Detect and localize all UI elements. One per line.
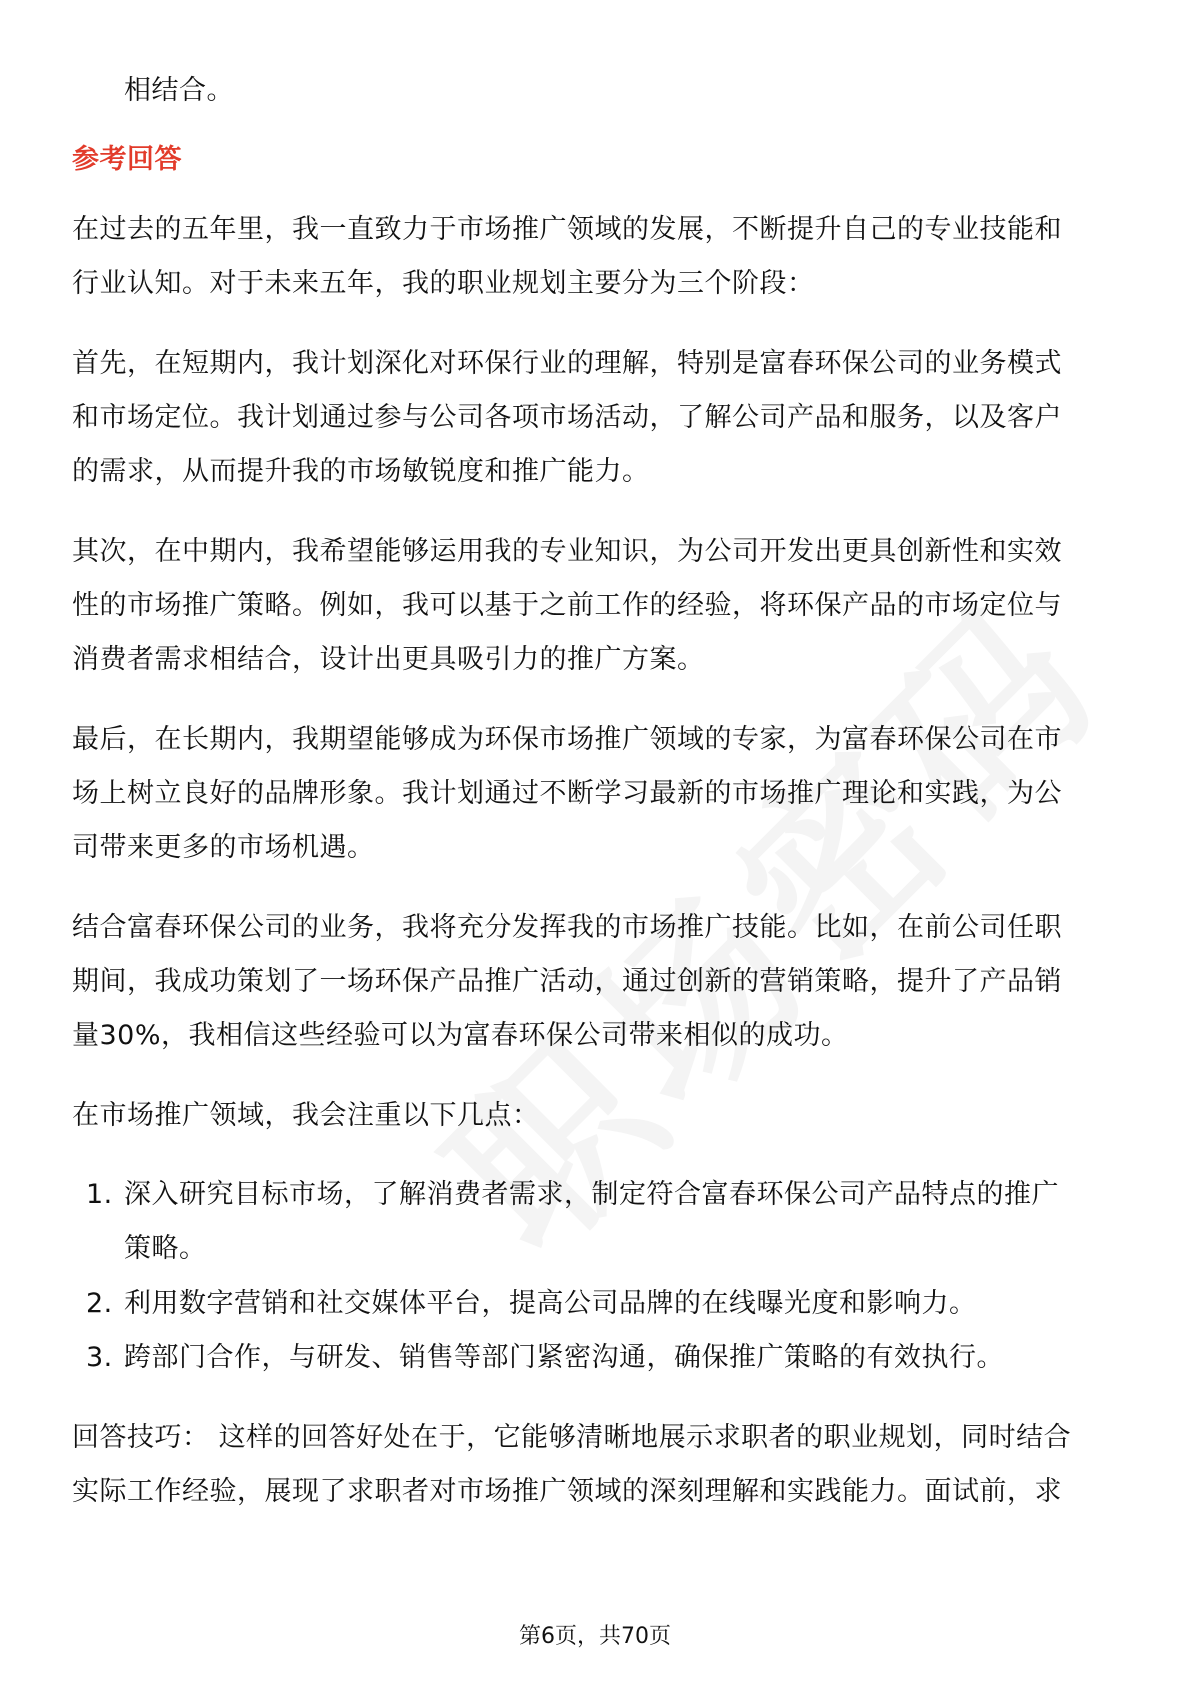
paragraph-line: 司带来更多的市场机遇。 (72, 832, 375, 863)
list-number: 1. (86, 1179, 113, 1210)
paragraph-line: 场上树立良好的品牌形象。我计划通过不断学习最新的市场推广理论和实践，为公 (72, 778, 1062, 809)
page-number: 第6页，共70页 (519, 1624, 671, 1649)
section-heading: 参考回答 (72, 144, 182, 175)
list-number: 3. (86, 1342, 113, 1373)
paragraph-line: 和市场定位。我计划通过参与公司各项市场活动，了解公司产品和服务，以及客户 (72, 402, 1062, 433)
paragraph-line: 最后，在长期内，我期望能够成为环保市场推广领域的专家，为富春环保公司在市 (72, 724, 1062, 755)
list-item-text: 跨部门合作，与研发、销售等部门紧密沟通，确保推广策略的有效执行。 (124, 1342, 1004, 1373)
continuation-line: 相结合。 (124, 75, 234, 106)
tips-line: 实际工作经验，展现了求职者对市场推广领域的深刻理解和实践能力。面试前，求 (72, 1476, 1062, 1507)
paragraph-line: 在过去的五年里，我一直致力于市场推广领域的发展，不断提升自己的专业技能和 (72, 214, 1062, 245)
paragraph-line: 的需求，从而提升我的市场敏锐度和推广能力。 (72, 456, 650, 487)
paragraph-line: 首先，在短期内，我计划深化对环保行业的理解，特别是富春环保公司的业务模式 (72, 348, 1062, 379)
paragraph-line: 消费者需求相结合，设计出更具吸引力的推广方案。 (72, 644, 705, 675)
list-number: 2. (86, 1288, 113, 1319)
list-item-text: 深入研究目标市场，了解消费者需求，制定符合富春环保公司产品特点的推广 (124, 1179, 1059, 1210)
paragraph-line: 性的市场推广策略。例如，我可以基于之前工作的经验，将环保产品的市场定位与 (72, 590, 1062, 621)
paragraph-line: 其次，在中期内，我希望能够运用我的专业知识，为公司开发出更具创新性和实效 (72, 536, 1062, 567)
list-item-text: 利用数字营销和社交媒体平台，提高公司品牌的在线曝光度和影响力。 (124, 1288, 977, 1319)
paragraph-line: 期间，我成功策划了一场环保产品推广活动，通过创新的营销策略，提升了产品销 (72, 966, 1062, 997)
paragraph-6: 在市场推广领域，我会注重以下几点： (72, 1100, 540, 1131)
tips-line: 回答技巧： 这样的回答好处在于，它能够清晰地展示求职者的职业规划，同时结合 (72, 1422, 1072, 1453)
paragraph-line: 量30%，我相信这些经验可以为富春环保公司带来相似的成功。 (72, 1020, 849, 1051)
list-item-text: 策略。 (124, 1233, 207, 1264)
paragraph-line: 行业认知。对于未来五年，我的职业规划主要分为三个阶段： (72, 268, 815, 299)
paragraph-line: 结合富春环保公司的业务，我将充分发挥我的市场推广技能。比如，在前公司任职 (72, 912, 1062, 943)
